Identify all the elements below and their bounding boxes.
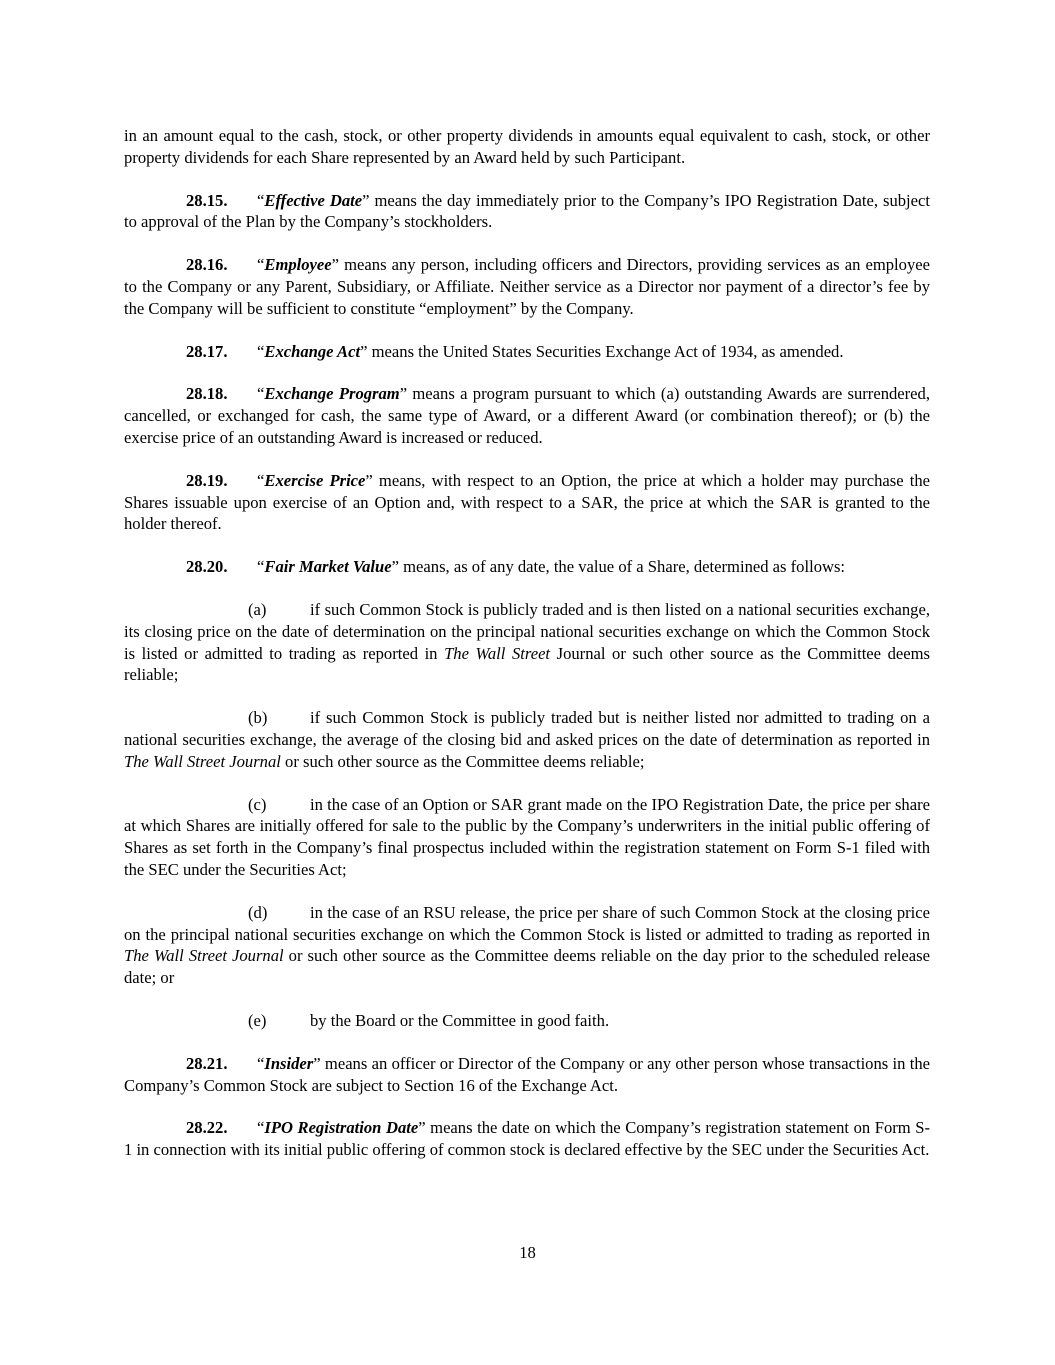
definition-ipo-registration-date <box>124 1117 930 1161</box>
close-quote: ” <box>360 341 368 361</box>
definition-text: means the date on which the Company’s registration statement on Form S-1 in connection with its initial public offering of common stock is declared effective by the SEC under the Securities Act. <box>124 1118 931 1160</box>
close-quote: ” <box>313 1053 321 1073</box>
subitem-label: (b) <box>248 708 268 728</box>
subitem-text: in the case of an Option or SAR grant made on the IPO Registration Date, the price per share at which Shares are initially offered for sale to the public by the Company’s underwriters in the initial public offering of Shares as set forth in the Company’s final prospectus included within the registration statement on Form S-1 filed with the SEC under the Securities Act; <box>124 794 930 879</box>
definition-exchange-program <box>124 383 930 448</box>
subitem-text: in the case of an RSU release, the price per share of such Common Stock at the closing price on the principal national securities exchange on which the Common Stock is listed or admitted to trading as reported in <box>124 902 930 944</box>
publication-title: The Wall Street Journal <box>124 751 281 771</box>
subitem-text: by the Board or the Committee in good faith. <box>310 1010 610 1030</box>
definition-text: means a program pursuant to which (a) outstanding Awards are surrendered, cancelled, or exchanged for cash, the same type of Award, or a different Award (or combination thereof); or (b) the exercise price of an outstanding Award is increased or reduced. <box>124 384 930 447</box>
definition-text: means, as of any date, the value of a Share, determined as follows: <box>399 557 846 577</box>
close-quote: ” <box>399 384 408 404</box>
definition-insider <box>124 1053 930 1097</box>
subitem-text: if such Common Stock is publicly traded but is neither listed nor admitted to trading on a national securities exchange, the average of the closing bid and asked prices on the date of determination as reported in <box>124 708 930 749</box>
definition-text: means, with respect to an Option, the price at which a holder may purchase the Shares issuable upon exercise of an Option and, with respect to a SAR, the price at which the SAR is granted to the holder thereof. <box>124 470 930 534</box>
section-number: 28.21. <box>186 1053 228 1073</box>
section-number: 28.16. <box>186 255 228 275</box>
intro-text: in an amount equal to the cash, stock, or other property dividends in amounts equal equivalent to cash, stock, or other property dividends for each Share represented by an Award held by such Participant. <box>124 126 930 167</box>
publication-title: The Wall Street <box>444 643 551 663</box>
definition-text: means an officer or Director of the Company or any other person whose transactions in the Company’s Common Stock are subject to Section 16 of the Exchange Act. <box>124 1053 930 1095</box>
definition-text: means any person, including officers and Directors, providing services as an employee to the Company or any Parent, Subsidiary, or Affiliate. Neither service as a Director nor payment of a director’s fee by the Company will be sufficient to constitute “employment” by the Company. <box>124 255 930 318</box>
fmv-subitem-a <box>124 599 930 686</box>
fmv-subitem-e <box>124 1010 930 1032</box>
definition-exercise-price <box>124 470 930 535</box>
defined-term: Exchange Act <box>264 341 361 361</box>
open-quote: “ <box>257 1053 265 1073</box>
subitem-label: (e) <box>248 1010 267 1030</box>
section-number: 28.22. <box>186 1118 228 1138</box>
intro-paragraph <box>124 125 930 169</box>
subitem-label: (c) <box>248 794 267 814</box>
open-quote: “ <box>257 341 265 361</box>
section-number: 28.15. <box>186 190 228 210</box>
definition-effective-date <box>124 190 930 234</box>
open-quote: “ <box>257 557 265 577</box>
fmv-subitem-d <box>124 902 930 989</box>
close-quote: ” <box>365 470 373 490</box>
fmv-subitem-c <box>124 794 930 881</box>
defined-term: Effective Date <box>264 190 363 210</box>
open-quote: “ <box>257 470 265 490</box>
open-quote: “ <box>257 384 265 404</box>
page-number: 18 <box>519 1243 536 1262</box>
publication-title: The Wall Street Journal <box>124 946 284 966</box>
defined-term: Fair Market Value <box>264 557 392 577</box>
subitem-label: (a) <box>248 599 267 619</box>
close-quote: ” <box>331 255 340 275</box>
definition-exchange-act <box>124 341 930 363</box>
section-number: 28.20. <box>186 557 228 577</box>
definition-text: means the United States Securities Exchange Act of 1934, as amended. <box>367 341 844 361</box>
close-quote: ” <box>418 1118 426 1138</box>
fmv-subitem-b <box>124 707 930 772</box>
section-number: 28.17. <box>186 341 228 361</box>
document-page <box>124 125 930 1182</box>
defined-term: Employee <box>264 255 332 275</box>
defined-term: Exchange Program <box>264 384 400 404</box>
subitem-text-after: Journal or such other source as the Committee deems reliable; <box>124 643 931 685</box>
subitem-text-after: or such other source as the Committee deems reliable on the day prior to the scheduled release date; or <box>124 946 930 988</box>
section-number: 28.19. <box>186 470 228 490</box>
defined-term: Insider <box>264 1053 314 1073</box>
close-quote: ” <box>391 557 399 577</box>
section-number: 28.18. <box>186 384 228 404</box>
subitem-label: (d) <box>248 902 268 922</box>
close-quote: ” <box>362 190 370 210</box>
open-quote: “ <box>257 190 265 210</box>
definition-employee <box>124 254 930 319</box>
open-quote: “ <box>257 1118 265 1138</box>
open-quote: “ <box>257 255 265 275</box>
defined-term: IPO Registration Date <box>264 1118 419 1138</box>
subitem-text: if such Common Stock is publicly traded and is then listed on a national securities exchange, its closing price on the date of determination on the principal national securities exchange on which the Common Stock is listed or admitted to trading as reported in <box>124 599 930 663</box>
definition-text: means the day immediately prior to the Company’s IPO Registration Date, subject to approval of the Plan by the Company’s stockholders. <box>124 190 930 232</box>
definition-fair-market-value <box>124 556 930 578</box>
defined-term: Exercise Price <box>264 470 366 490</box>
subitem-text-after: or such other source as the Committee deems reliable; <box>280 751 645 771</box>
